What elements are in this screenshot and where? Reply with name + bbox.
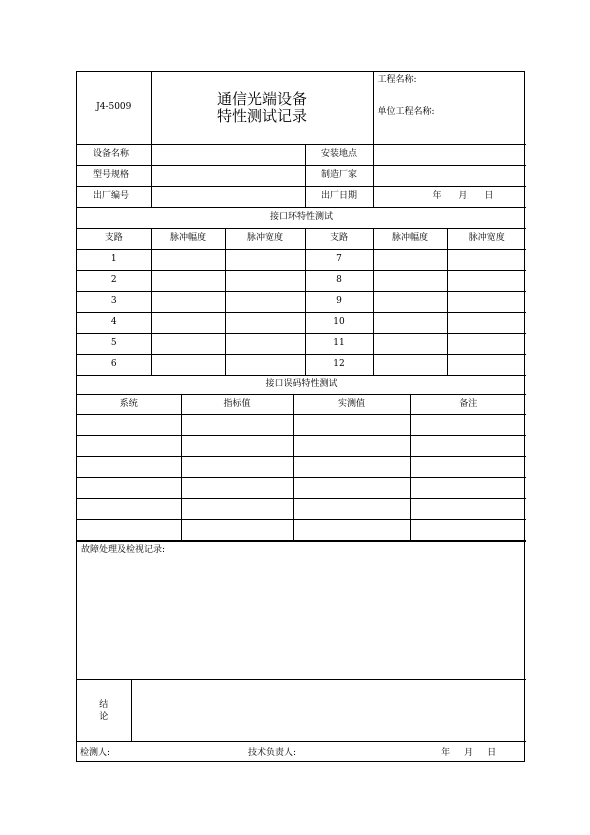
column-header: 支路 [77, 228, 151, 249]
table-cell[interactable] [293, 415, 410, 436]
install-location-value[interactable] [373, 144, 526, 165]
column-header: 脉冲宽度 [447, 228, 526, 249]
table-cell[interactable] [410, 478, 526, 499]
table-cell[interactable] [373, 333, 447, 354]
conclusion-value[interactable] [131, 680, 526, 741]
table-cell[interactable] [293, 457, 410, 478]
table-cell[interactable] [373, 354, 447, 375]
table-row [77, 270, 526, 291]
sign-month: 月 [464, 748, 474, 759]
table-cell[interactable] [181, 520, 293, 541]
table-cell[interactable] [293, 499, 410, 520]
branch-number: 9 [305, 291, 373, 312]
loop-test-title: 接口环特性测试 [77, 207, 526, 228]
table-row [77, 457, 526, 478]
table-row [77, 436, 526, 457]
fault-record-area[interactable] [77, 542, 526, 680]
factory-date-year: 年 [432, 191, 442, 201]
table-cell[interactable] [225, 291, 305, 312]
project-name-label: 工程名称: [377, 75, 417, 85]
table-cell[interactable] [447, 291, 526, 312]
factory-date-label: 出厂日期 [305, 186, 373, 207]
table-cell[interactable] [225, 249, 305, 270]
serial-no-label: 出厂编号 [77, 186, 151, 207]
table-row [77, 520, 526, 541]
fault-record-label: 故障处理及检视记录: [81, 545, 166, 555]
title-line-2: 特性测试记录 [217, 106, 308, 125]
table-cell[interactable] [410, 520, 526, 541]
table-row [77, 333, 526, 354]
table-cell[interactable] [151, 249, 225, 270]
table-cell[interactable] [151, 333, 225, 354]
record-table [77, 72, 526, 766]
table-cell[interactable] [151, 270, 225, 291]
title-line-1: 通信光端设备 [217, 89, 308, 108]
column-header: 指标值 [181, 395, 293, 415]
model-spec-label: 型号规格 [77, 165, 151, 186]
table-cell[interactable] [447, 333, 526, 354]
branch-number: 7 [305, 249, 373, 270]
device-name-value[interactable] [151, 144, 305, 165]
manufacturer-value[interactable] [373, 165, 526, 186]
factory-date-month: 月 [458, 191, 468, 201]
table-cell[interactable] [181, 436, 293, 457]
table-cell[interactable] [447, 354, 526, 375]
table-cell[interactable] [373, 291, 447, 312]
branch-number: 12 [305, 354, 373, 375]
table-cell[interactable] [410, 436, 526, 457]
table-cell[interactable] [181, 415, 293, 436]
table-cell[interactable] [373, 312, 447, 333]
table-cell[interactable] [225, 333, 305, 354]
table-row [77, 499, 526, 520]
table-cell[interactable] [225, 312, 305, 333]
sign-year: 年 [441, 748, 451, 759]
branch-number: 6 [77, 354, 151, 375]
table-cell[interactable] [77, 415, 181, 436]
column-header: 实测值 [293, 395, 410, 415]
table-cell[interactable] [181, 478, 293, 499]
serial-no-value[interactable] [151, 186, 305, 207]
branch-number: 1 [77, 249, 151, 270]
column-header: 备注 [410, 395, 526, 415]
test-record-form [76, 71, 525, 762]
branch-number: 5 [77, 333, 151, 354]
form-title [151, 72, 373, 144]
column-header: 支路 [305, 228, 373, 249]
column-header: 系统 [77, 395, 181, 415]
conclusion-char-1: 结 [99, 699, 109, 710]
branch-number: 11 [305, 333, 373, 354]
table-cell[interactable] [293, 478, 410, 499]
conclusion-table [77, 680, 526, 741]
table-cell[interactable] [293, 436, 410, 457]
table-cell[interactable] [225, 354, 305, 375]
branch-number: 3 [77, 291, 151, 312]
unit-project-name-label: 单位工程名称: [377, 107, 435, 117]
table-cell[interactable] [410, 415, 526, 436]
branch-number: 4 [77, 312, 151, 333]
table-row [77, 291, 526, 312]
branch-number: 8 [305, 270, 373, 291]
sign-day: 日 [487, 748, 497, 759]
table-cell[interactable] [77, 436, 181, 457]
conclusion-char-2: 论 [99, 711, 109, 722]
table-row [77, 354, 526, 375]
table-cell[interactable] [410, 499, 526, 520]
device-name-label: 设备名称 [77, 144, 151, 165]
table-cell[interactable] [373, 270, 447, 291]
column-header: 脉冲幅度 [151, 228, 225, 249]
table-cell[interactable] [77, 457, 181, 478]
error-test-table [77, 395, 526, 542]
table-cell[interactable] [447, 249, 526, 270]
manufacturer-label: 制造厂家 [305, 165, 373, 186]
install-location-label: 安装地点 [305, 144, 373, 165]
table-cell[interactable] [151, 291, 225, 312]
table-cell[interactable] [181, 457, 293, 478]
branch-number: 10 [305, 312, 373, 333]
table-cell[interactable] [225, 270, 305, 291]
branch-number: 2 [77, 270, 151, 291]
table-row [77, 415, 526, 436]
error-test-header-row [77, 395, 526, 415]
table-cell[interactable] [293, 520, 410, 541]
tester-label: 检测人: [80, 748, 111, 759]
error-test-title: 接口误码特性测试 [77, 375, 526, 394]
column-header: 脉冲宽度 [225, 228, 305, 249]
table-cell[interactable] [77, 499, 181, 520]
project-name-cell [373, 72, 526, 144]
factory-date-value[interactable] [373, 186, 526, 207]
table-cell[interactable] [77, 520, 181, 541]
form-code: J4-5009 [77, 72, 151, 144]
table-cell[interactable] [447, 270, 526, 291]
table-row [77, 249, 526, 270]
column-header: 脉冲幅度 [373, 228, 447, 249]
signature-row [77, 742, 526, 766]
table-cell[interactable] [151, 354, 225, 375]
model-spec-value[interactable] [151, 165, 305, 186]
table-cell[interactable] [410, 457, 526, 478]
table-cell[interactable] [151, 312, 225, 333]
table-cell[interactable] [181, 499, 293, 520]
tech-lead-label: 技术负责人: [248, 748, 297, 759]
table-cell[interactable] [447, 312, 526, 333]
table-cell[interactable] [77, 478, 181, 499]
table-cell[interactable] [373, 249, 447, 270]
conclusion-label [77, 680, 131, 741]
table-row [77, 312, 526, 333]
loop-test-header-row [77, 228, 526, 249]
factory-date-day: 日 [484, 191, 494, 201]
table-row [77, 478, 526, 499]
